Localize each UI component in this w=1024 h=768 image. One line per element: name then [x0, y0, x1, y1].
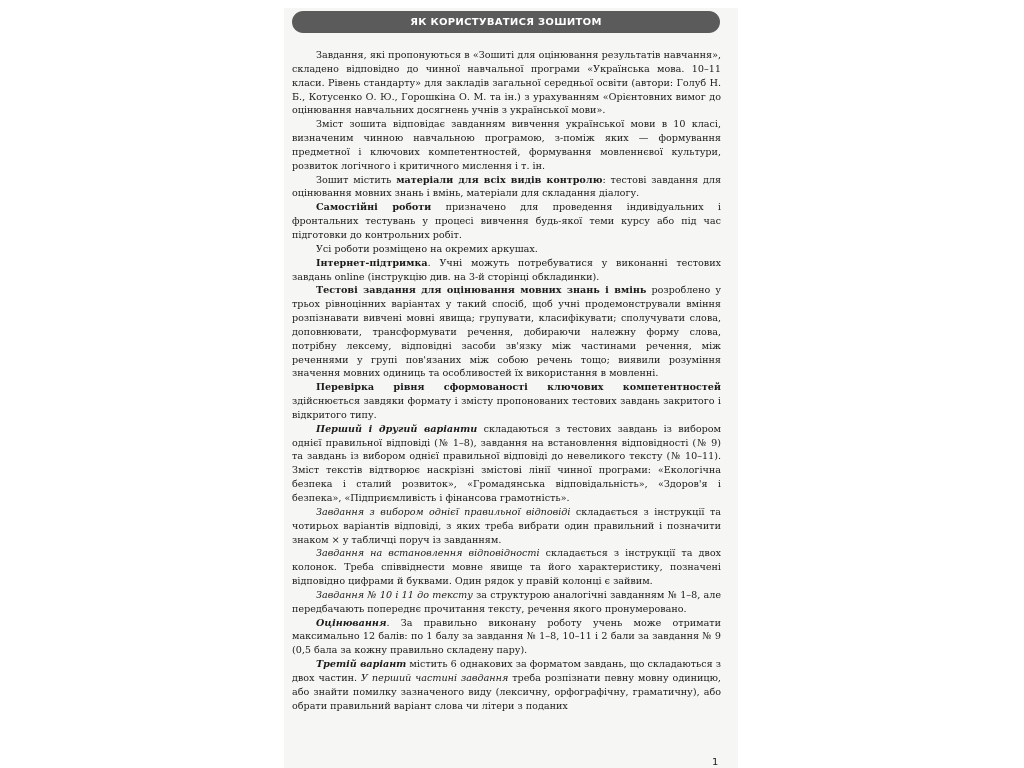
bold-term: Перевірка рівня сформованості ключових компетентностей [316, 382, 721, 394]
paragraph-text: розроблено у трьох рівноцінних варіантах у такий спосіб, щоб учні продемонстрували вміння розпізнавати вивчені мовні явища; групувати, класифікувати; сполучувати слова, доповнювати, трансформувати речення, добираючи належну форму слова, потрібну лексему, відповідні засоби зв'язку між частинами речення, між реченнями у групі пов'язаних між собою речень тощо; виявили розуміння значення мовних одиниць та особливостей їх використання в мовленні. [292, 285, 722, 380]
paragraph [292, 174, 721, 202]
paragraph [292, 243, 721, 257]
page-title: ЯК КОРИСТУВАТИСЯ ЗОШИТОМ [410, 16, 602, 28]
bold-term: Самостійні роботи [316, 202, 432, 214]
paragraph [292, 381, 721, 423]
paragraph [292, 118, 721, 173]
paragraph [292, 201, 721, 243]
italic-term: Завдання з вибором однієї правильної відповіді [316, 506, 571, 518]
paragraph [292, 617, 721, 659]
body-text [292, 49, 721, 714]
paragraph-text: . Учні можуть потребуватися у виконанні тестових завдань online (інструкцію див. на 3-й сторінці обкладинки). [292, 257, 721, 283]
bold-term: матеріали для всіх видів контролю [396, 174, 603, 186]
paragraph [292, 284, 721, 381]
paragraph-text: Усі роботи розміщено на окремих аркушах. [316, 243, 538, 255]
italic-term: Завдання на встановлення відповідності [316, 548, 540, 560]
paragraph-text: Зошит містить [316, 174, 397, 186]
italic-term: Завдання № 10 і 11 до тексту [316, 589, 473, 601]
paragraph-text: треба розпізнати певну мовну одиницю, або знайти помилку зазначеного виду (лексичну, орфографічну, граматичну), або обрати правильний варіант слова чи літери з поданих [292, 672, 721, 712]
paragraph [292, 423, 721, 506]
paragraph-text: здійснюється завдяки формату і змісту пропонованих тестових завдань закритого і відкритого типу. [292, 396, 721, 421]
paragraph-text: за структурою аналогічні завданням № 1–8, але передбачають попереднє прочитання тексту, речення якого пронумеровано. [292, 589, 721, 615]
paragraph-text: . За правильно виконану роботу учень може отримати максимально 12 балів: по 1 балу за завдання № 1–8, 10–11 і 2 бали за завдання № 9 (0,5 бала за кожну правильно складену пару). [292, 617, 721, 657]
paragraph-text: Зміст зошита відповідає завданням вивчення української мови в 10 класі, визначеним чинною навчальною програмою, з-поміж яких — формування предметної і ключових компетентностей, формування мовленнєвої культури, розвиток логічного і критичного мислення і т. ін. [292, 119, 721, 172]
italic-term: У перший частині завдання [361, 672, 509, 684]
paragraph-text: складається з інструкції та чотирьох варіантів відповіді, з яких треба вибрати один правильний і позначити знаком × у табличці поруч із завданням. [292, 506, 721, 546]
paragraph-text: складається з інструкції та двох колонок. Треба співвіднести мовне явище та його характеристику, позначені відповідно цифрами й буквами. Один рядок у правій колонці є зайвим. [292, 548, 721, 588]
paragraph-text: : тестові завдання для оцінювання мовних знань і вмінь, матеріали для складання діалогу. [292, 174, 722, 200]
paragraph [292, 547, 721, 589]
page-number: 1 [712, 757, 719, 768]
paragraph-text: Завдання, які пропонуються в «Зошиті для оцінювання результатів навчання», складено відповідно до чинної навчальної програми «Українська мова. 10–11 класи. Рівень стандарту» для закладів загальної середньої освіти (автори: Голуб Н. Б., Котусенко О. Ю., Горошкіна О. М. та ін.) з урахуванням «Орієнтовних вимог до оцінювання навчальних досягнень учнів з української мови». [292, 50, 721, 117]
bold-term: Інтернет-підтримка [316, 257, 428, 269]
paragraph-text: складаються з тестових завдань із вибором однієї правильної відповіді (№ 1–8), завдання на встановлення відповідності (№ 9) та завдань із вибором однієї правильної відповіді до невеликого тексту (№ 10–11). Зміст текстів відтворює наскрізні змістові лінії чинної програми: «Екологічна безпека і сталий розвиток», «Громадянська відповідальність», «Здоров'я і безпека», «Підприємливість і фінансова грамотність». [292, 423, 721, 504]
paragraph [292, 506, 721, 548]
italic-term: Оцінювання [316, 617, 387, 629]
paragraph-text: містить 6 однакових за форматом завдань, що складаються з двох частин. [292, 659, 721, 684]
paragraph [292, 257, 721, 285]
paragraph [292, 589, 721, 617]
paragraph [292, 49, 721, 118]
bold-italic-term [316, 659, 406, 670]
italic-term: Третій варіант [316, 659, 407, 671]
section-header [292, 11, 720, 33]
italic-term: Перший і другий варіанти [316, 423, 478, 435]
bold-italic-term [316, 424, 477, 435]
paragraph-text: призначено для проведення індивідуальних і фронтальних тестувань у процесі вивчення будь-якої теми курсу або під час підготовки до контрольних робіт. [292, 202, 721, 241]
bold-term: Тестові завдання для оцінювання мовних знань і вмінь [316, 285, 647, 297]
bold-italic-term [316, 618, 386, 629]
paragraph [292, 658, 721, 713]
